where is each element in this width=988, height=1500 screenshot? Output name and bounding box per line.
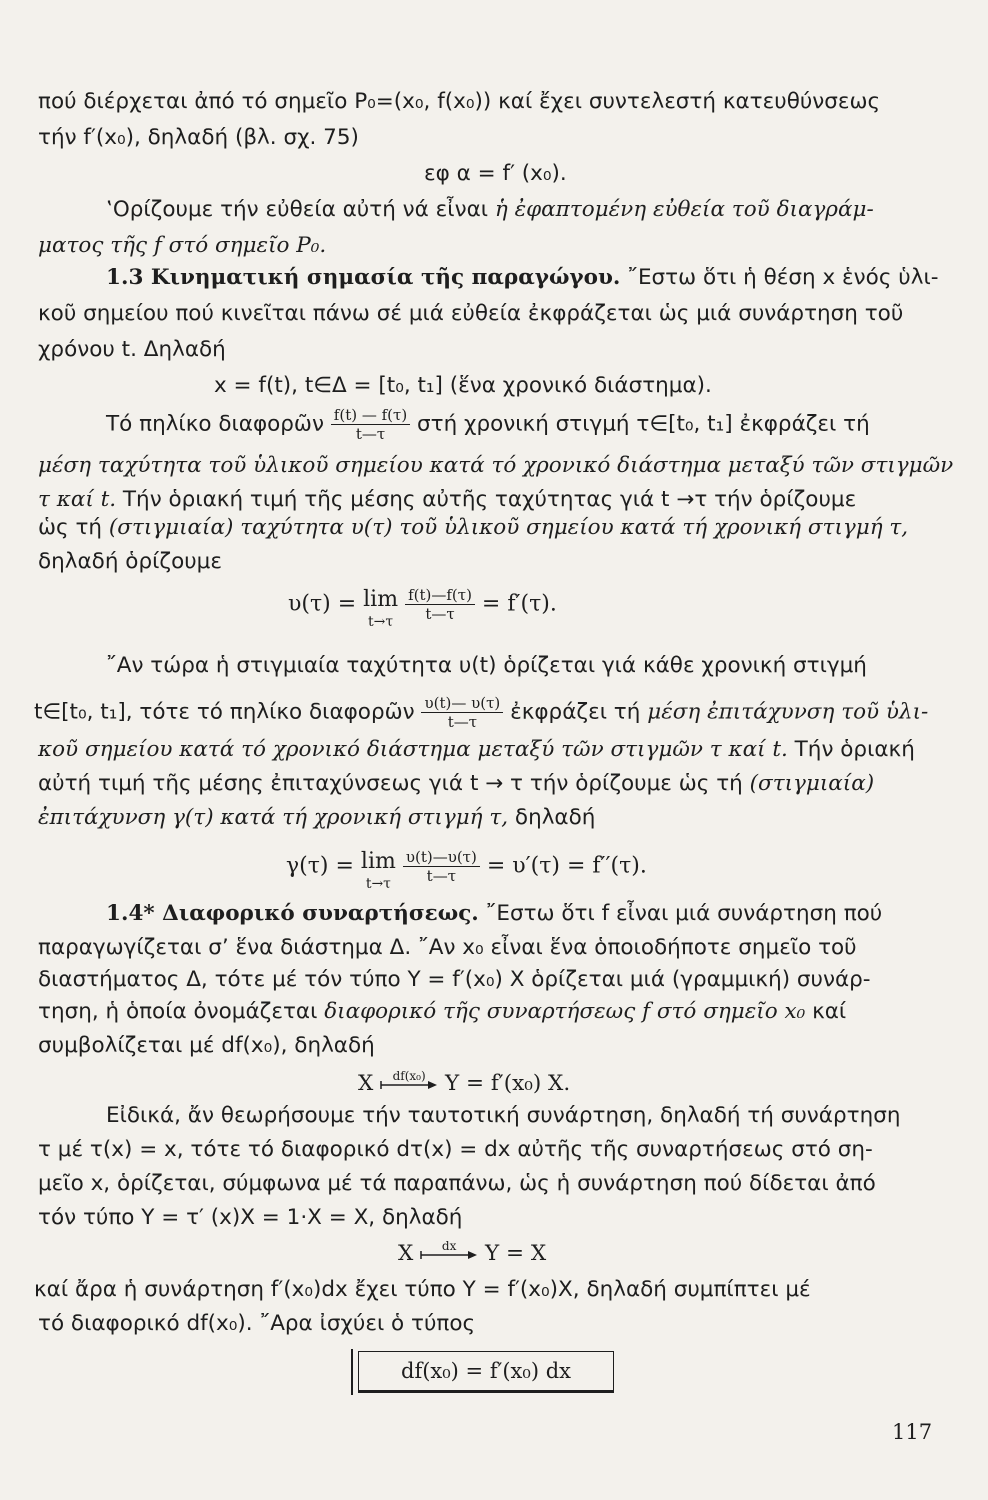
text-line: ἐπιτάχυνση γ(τ) κατά τή χρονική στιγμή τ, δηλαδή xyxy=(38,805,596,830)
maps-to-arrow: df(x₀) xyxy=(380,1074,438,1094)
text-line: μέση ταχύτητα τοῦ ὑλικοῦ σημείου κατά τό χρονικό διάστημα μεταξύ τῶν στιγμῶν xyxy=(38,453,954,478)
formula-velocity: υ(τ) = lim t→τ $\frac{f(t)—f(\tau)}{t—\tau}$ = f′(τ). xyxy=(288,586,557,630)
text-line: χρόνου t. Δηλαδή xyxy=(38,337,226,362)
text-line: ῎Αν τώρα ἡ στιγμιαία ταχύτητα υ(t) ὁρίζεται γιά κάθε χρονική στιγμή xyxy=(106,653,867,678)
mapping-df: X df(x₀) Y = f′(x₀) X. xyxy=(358,1069,571,1096)
difference-quotient: $\frac{\upsilon(t)— \upsilon(\tau)}{t—\tau}$ xyxy=(421,694,503,731)
text-line: κοῦ σημείου πού κινεῖται πάνω σέ μιά εὐθεία ἐκφράζεται ὡς μιά συνάρτηση τοῦ xyxy=(38,301,904,326)
section-title: 1.3 Κινηματική σημασία τῆς παραγώγου. xyxy=(106,265,621,290)
limit: lim t→τ xyxy=(360,849,396,892)
text-line: Εἰδικά, ἄν θεωρήσουμε τήν ταυτοτική συνάρτηση, δηλαδή τή συνάρτηση xyxy=(106,1103,901,1128)
section-1-3-heading: 1.3 Κινηματική σημασία τῆς παραγώγου. ῎Εστω ὅτι ἡ θέση x ἑνός ὑλι- xyxy=(106,265,939,290)
boxed-formula: df(x₀) = f′(x₀) dx xyxy=(358,1351,614,1393)
section-title: 1.4* Διαφορικό συναρτήσεως. xyxy=(106,901,479,926)
text-line-with-fraction: Τό πηλίκο διαφορῶν $\frac{f(t) — f(\tau)}{t—\tau}$ στή χρονική στιγμή τ∈[t₀, t₁] ἐκφράζει τή xyxy=(106,406,870,443)
text-line: ‛Ορίζουμε τήν εὐθεία αὐτή νά εἶναι ἡ ἐφαπτομένη εὐθεία τοῦ διαγράμ- xyxy=(106,197,874,222)
text-line: δηλαδή ὁρίζουμε xyxy=(38,549,222,574)
definition-italic: ἡ ἐφαπτομένη εὐθεία τοῦ διαγράμ- xyxy=(494,197,874,222)
text-line: τήν f′(x₀), δηλαδή (βλ. σχ. 75) xyxy=(38,125,359,150)
fraction: $\frac{\upsilon(t)—\upsilon(\tau)}{t—\tau}$ xyxy=(403,848,480,885)
maps-to-arrow: dx xyxy=(420,1244,478,1264)
text-line: πού διέρχεται ἀπό τό σημεῖο P₀=(x₀, f(x₀)) καί ἔχει συντελεστή κατευθύνσεως xyxy=(38,89,881,114)
equation-position: x = f(t), t∈Δ = [t₀, t₁] (ἕνα χρονικό διάστημα). xyxy=(214,373,712,398)
text-line: αὐτή τιμή τῆς μέσης ἐπιταχύνσεως γιά t → τ τήν ὁρίζουμε ὡς τή (στιγμιαία) xyxy=(38,771,875,796)
text-line-with-fraction: t∈[t₀, t₁], τότε τό πηλίκο διαφορῶν $\frac{\upsilon(t)— \upsilon(\tau)}{t—\tau}$ ἐκφράζει τή μέση ἐπιτάχυνση τοῦ ὑλι- xyxy=(34,694,929,731)
page-number: 117 xyxy=(892,1420,933,1444)
text-line: παραγωγίζεται σ’ ἕνα διάστημα Δ. ῎Αν x₀ εἶναι ἕνα ὁποιοδήποτε σημεῖο τοῦ xyxy=(38,935,857,960)
difference-quotient: $\frac{f(t) — f(\tau)}{t—\tau}$ xyxy=(331,406,410,443)
text-line: τ καί t. Τήν ὁριακή τιμή τῆς μέσης αὐτῆς ταχύτητας γιά t →τ τήν ὁρίζουμε xyxy=(38,487,857,512)
text-line: τό διαφορικό df(x₀). ῎Αρα ἰσχύει ὁ τύπος xyxy=(38,1311,476,1336)
text-line: τηση, ἡ ὁποία ὀνομάζεται διαφορικό τῆς συναρτήσεως f στό σημεῖο x₀ καί xyxy=(38,999,847,1024)
section-1-4-heading: 1.4* Διαφορικό συναρτήσεως. ῎Εστω ὅτι f εἶναι μιά συνάρτηση πού xyxy=(106,901,883,926)
formula-acceleration: γ(τ) = lim t→τ $\frac{\upsilon(t)—\upsilon(\tau)}{t—\tau}$ = υ′(τ) = f′′(τ). xyxy=(286,848,647,892)
limit: lim t→τ xyxy=(363,587,399,630)
text-line: ὡς τή (στιγμιαία) ταχύτητα υ(τ) τοῦ ὑλικοῦ σημείου κατά τή χρονική στιγμή τ, xyxy=(38,515,909,540)
text-line: καί ἄρα ἡ συνάρτηση f′(x₀)dx ἔχει τύπο Y = f′(x₀)X, δηλαδή συμπίπτει μέ xyxy=(34,1277,811,1302)
text-line: τόν τύπο Y = τ′ (x)X = 1·X = X, δηλαδή xyxy=(38,1205,463,1230)
text-line: ματος τῆς f στό σημεῖο P₀. xyxy=(38,233,327,258)
mapping-dx: X dx Y = X xyxy=(398,1239,547,1266)
text-line: τ μέ τ(x) = x, τότε τό διαφορικό dτ(x) = dx αὐτῆς τῆς συναρτήσεως στό ση- xyxy=(38,1137,873,1162)
equation-slope: εφ α = f′ (x₀). xyxy=(424,161,567,186)
fraction: $\frac{f(t)—f(\tau)}{t—\tau}$ xyxy=(405,586,475,623)
text-line: συμβολίζεται μέ df(x₀), δηλαδή xyxy=(38,1033,375,1058)
text-line: κοῦ σημείου κατά τό χρονικό διάστημα μεταξύ τῶν στιγμῶν τ καί t. Τήν ὁριακή xyxy=(38,737,915,762)
text-line: μεῖο x, ὁρίζεται, σύμφωνα μέ τά παραπάνω, ὡς ἡ συνάρτηση πού δίδεται ἀπό xyxy=(38,1171,876,1196)
text-line: διαστήματος Δ, τότε μέ τόν τύπο Y = f′(x₀) X ὁρίζεται μιά (γραμμική) συνάρ- xyxy=(38,967,871,992)
